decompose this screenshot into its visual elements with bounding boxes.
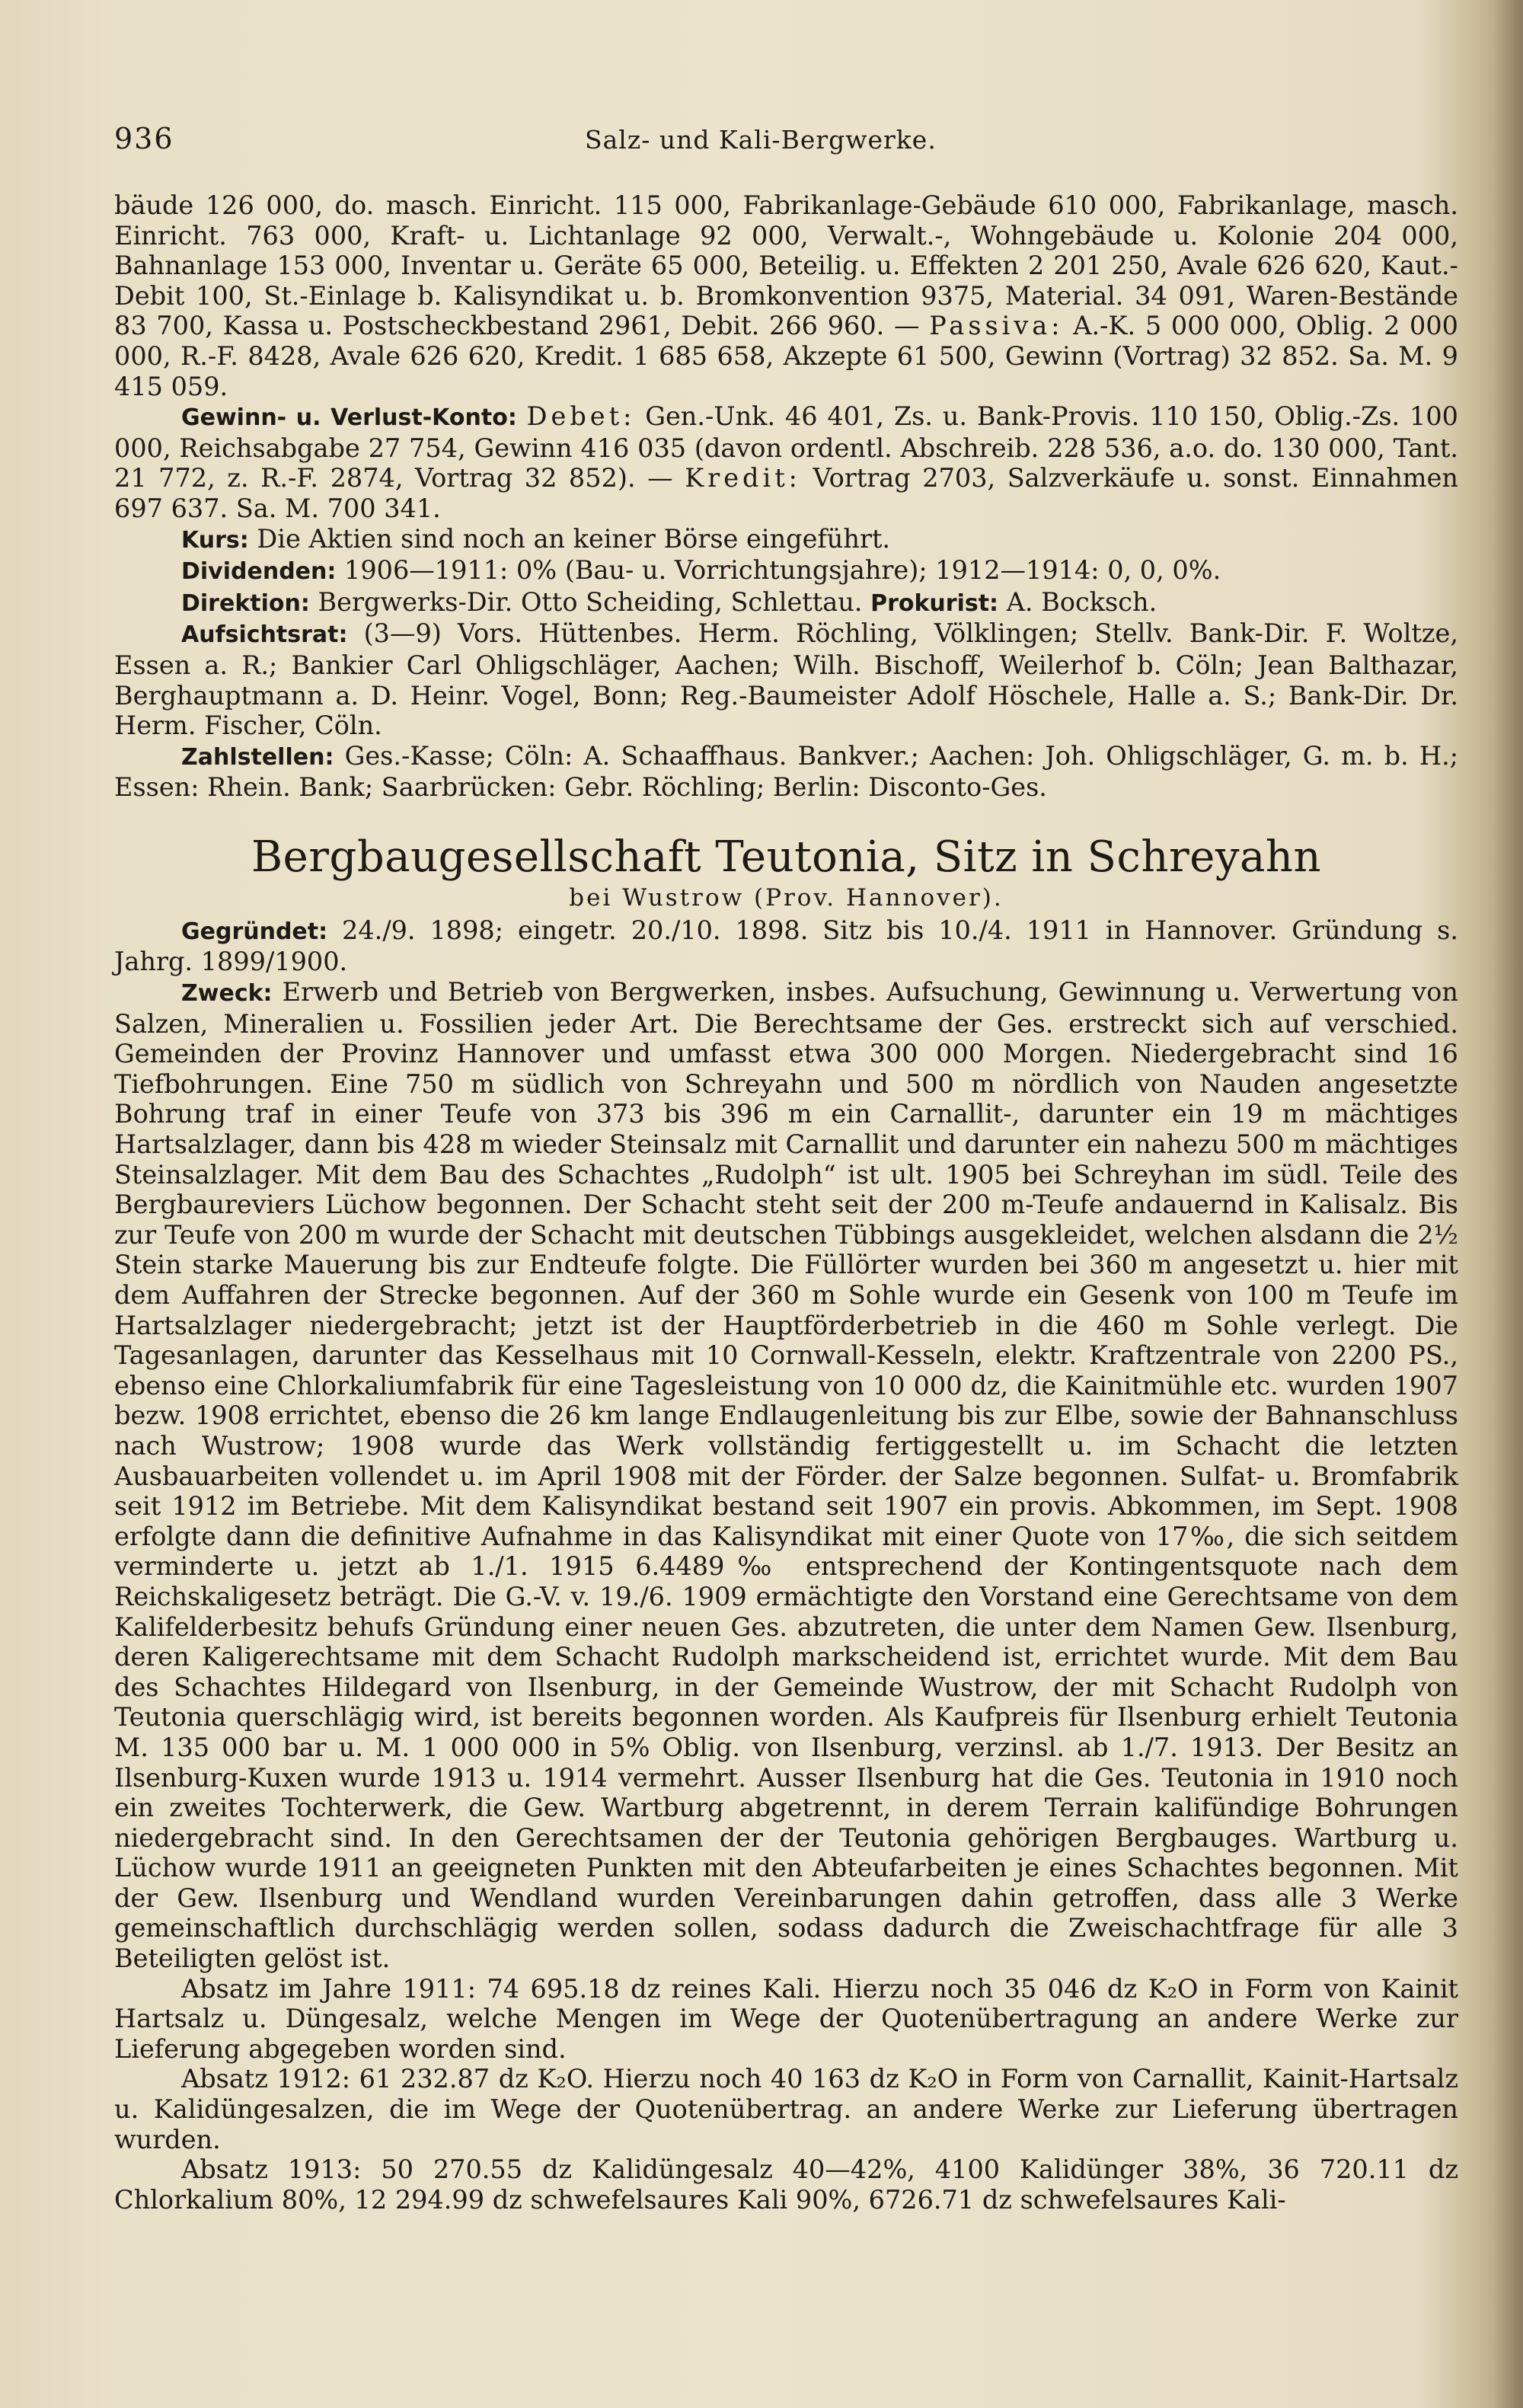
balance-text: bäude 126 000, do. masch. Einricht. 115 000, Fabrikanlage-Gebäude 610 000, Fabrikanlage, masch. Einricht. 763 000, Kraft- u. Lichtanlage 92 000, Verwalt.-, Wohngebäude u. Kolonie 204 000, Bahnanlage 153 000, Inventar u. Geräte 65 000, Beteilig. u. Effekten 2 201 250, Avale 626 620, Kaut.-Debit 100, St.-Einlage b. Kalisyndikat u. b. Bromkonvention 9375, Material. 34 091, Waren-Bestände 83 700, Kassa u. Postscheckbestand 2961, Debit. 266 960. — [114, 190, 1458, 341]
gv-label: Gewinn- u. Verlust-Konto: [181, 404, 517, 432]
debet-text: Gen.-Unk. 46 401, Zs. u. Bank-Provis. 110 150, Oblig.-Zs. 100 000, Reichsabgabe 27 754, Gewinn 416 035 (davon ordentl. Abschreib. 228 536, a.o. do. 130 000, Tant. 21 772, z. R.-F. 2874, Vortrag 32 852). — [114, 401, 1458, 493]
gegruendet-paragraph [114, 915, 1458, 977]
page-number: 936 [114, 122, 174, 155]
gv-paragraph [114, 401, 1458, 523]
zahlstellen-paragraph [114, 741, 1458, 803]
absatz-1912-paragraph: Absatz 1912: 61 232.87 dz K₂O. Hierzu noch 40 163 dz K₂O in Form von Carnallit, Kainit-Hartsalz u. Kalidüngesalzen, die im Wege der Quotenübertrag. an andere Werke zur Lieferung übertragen wurden. [114, 2064, 1458, 2154]
gegruendet-label: Gegründet: [181, 918, 328, 945]
zweck-label: Zweck: [181, 980, 273, 1008]
absatz-1911-paragraph: Absatz im Jahre 1911: 74 695.18 dz reines Kali. Hierzu noch 35 046 dz K₂O in Form von Kainit Hartsalz u. Düngesalz, welche Mengen im Wege der Quotenübertragung an andere Werke zur Lieferung abgegeben worden sind. [114, 1973, 1458, 2064]
dividenden-text: 1906—1911: 0% (Bau- u. Vorrichtungsjahre); 1912—1914: 0, 0, 0%. [344, 555, 1221, 586]
zweck-text: Erwerb und Betrieb von Bergwerken, insbes. Aufsuchung, Gewinnung u. Verwertung von Salzen, Mineralien u. Fossilien jeder Art. Die Berechtsame der Ges. erstreckt sich auf verschied. Gemeinden der Provinz Hannover und umfasst etwa 300 000 Morgen. Niedergebracht sind 16 Tiefbohrungen. Eine 750 m südlich von Schreyahn und 500 m nördlich von Nauden angesetzte Bohrung traf in einer Teufe von 373 bis 396 m ein Carnallit-, darunter ein 19 m mächtiges Hartsalzlager, dann bis 428 m wieder Steinsalz mit Carnallit und darunter ein nahezu 500 m mächtiges Steinsalzlager. Mit dem Bau des Schachtes „Rudolph“ ist ult. 1905 bei Schreyhan im südl. Teile des Bergbaureviers Lüchow begonnen. Der Schacht steht seit der 200 m-Teufe andauernd in Kalisalz. Bis zur Teufe von 200 m wurde der Schacht mit deutschen Tübbings ausgekleidet, welchen alsdann die 2½ Stein starke Mauerung bis zur Endteufe folgte. Die Füllörter wurden bei 360 m angesetzt u. hier mit dem Auffahren der Strecke begonnen. Auf der 360 m Sohle wurde ein Gesenk von 100 m Teufe im Hartsalzlager niedergebracht; jetzt ist der Hauptförderbetrieb in die 460 m Sohle verlegt. Die Tagesanlagen, darunter das Kesselhaus mit 10 Cornwall-Kesseln, elektr. Kraftzentrale von 2200 PS., ebenso eine Chlorkaliumfabrik für eine Tagesleistung von 10 000 dz, die Kainitmühle etc. wurden 1907 bezw. 1908 errichtet, ebenso die 26 km lange Endlaugenleitung bis zur Elbe, sowie der Bahnanschluss nach Wustrow; 1908 wurde das Werk vollständig fertiggestellt u. im Schacht die letzten Ausbauarbeiten vollendet u. im April 1908 mit der Förder. der Salze begonnen. Sulfat- u. Bromfabrik seit 1912 im Betriebe. Mit dem Kalisyndikat bestand seit 1907 ein provis. Abkommen, im Sept. 1908 erfolgte dann die definitive Aufnahme in das Kalisyndikat mit einer Quote von 17‰, die sich seitdem verminderte u. jetzt ab 1./1. 1915 6.4489‰ entsprechend der Kontingentsquote nach dem Reichskaligesetz beträgt. Die G.-V. v. 19./6. 1909 ermächtigte den Vorstand eine Gerechtsame von dem Kalifelderbesitz behufs Gründung einer neuen Ges. abzutreten, die unter dem Namen Gew. Ilsenburg, deren Kaligerechtsame mit dem Schacht Rudolph markscheidend ist, errichtet wurde. Mit dem Bau des Schachtes Hildegard von Ilsenburg, in der Gemeinde Wustrow, der mit Schacht Rudolph von Teutonia querschlägig wird, ist bereits begonnen worden. Als Kaufpreis für Ilsenburg erhielt Teutonia M. 135 000 bar u. M. 1 000 000 in 5% Oblig. von Ilsenburg, verzinsl. ab 1./7. 1913. Der Besitz an Ilsenburg-Kuxen wurde 1913 u. 1914 vermehrt. Ausser Ilsenburg hat die Ges. Teutonia in 1910 noch ein zweites Tochterwerk, die Gew. Wartburg abgetrennt, in derem Terrain kalifündige Bohrungen niedergebracht sind. In den Gerechtsamen der der Teutonia gehörigen Bergbauges. Wartburg u. Lüchow wurde 1911 an geeigneten Punkten mit den Abteufarbeiten je eines Schachtes begonnen. Mit der Gew. Ilsenburg und Wendland wurden Vereinbarungen dahin getroffen, dass alle 3 Werke gemeinschaftlich durchschlägig werden sollen, sodass dadurch die Zweischachtfrage für alle 3 Beteiligten gelöst ist. [114, 977, 1458, 1974]
dividenden-paragraph [114, 555, 1458, 587]
absatz-1913-paragraph: Absatz 1913: 50 270.55 dz Kalidüngesalz 40—42%, 4100 Kalidünger 38%, 36 720.11 dz Chlorkalium 80%, 12 294.99 dz schwefelsaures Kali 90%, 6726.71 dz schwefelsaures Kali- [114, 2154, 1458, 2215]
kurs-paragraph [114, 524, 1458, 556]
kurs-text: Die Aktien sind noch an keiner Börse eingeführt. [257, 523, 891, 554]
aufsichtsrat-paragraph [114, 618, 1458, 740]
kredit-text: Vortrag 2703, Salzverkäufe u. sonst. Einnahmen 697 637. Sa. M. 700 341. [114, 463, 1458, 523]
direktion-label: Direktion: [181, 589, 310, 617]
passiva-text: A.-K. 5 000 000, Oblig. 2 000 000, R.-F. 8428, Avale 626 620, Kredit. 1 685 658, Akzepte 61 500, Gewinn (Vortrag) 32 852. Sa. M. 9 415 059. [114, 311, 1458, 401]
running-head: Salz- und Kali-Bergwerke. [585, 125, 937, 155]
company-title: Bergbaugesellschaft Teutonia, Sitz in Schreyahn [251, 832, 1322, 882]
balance-paragraph [114, 190, 1458, 401]
direktion-text: Bergwerks-Dir. Otto Scheiding, Schlettau. [318, 586, 863, 617]
aufsichtsrat-label: Aufsichtsrat: [181, 621, 348, 649]
debet-label: Debet: [526, 401, 636, 432]
company-subtitle: bei Wustrow (Prov. Hannover). [569, 883, 1004, 912]
direktion-paragraph [114, 587, 1458, 619]
page-header [114, 122, 1470, 168]
passiva-label: Passiva: [929, 311, 1064, 341]
dividenden-label: Dividenden: [181, 558, 337, 586]
page-body [114, 190, 1458, 2215]
kurs-label: Kurs: [181, 526, 249, 554]
prokurist-text: A. Bocksch. [1006, 586, 1157, 617]
kredit-label: Kredit: [685, 463, 801, 493]
aufsichtsrat-text: (3—9) Vors. Hüttenbes. Herm. Röchling, Völklingen; Stellv. Bank-Dir. F. Woltze, Essen a. R.; Bankier Carl Ohligschläger, Aachen; Wilh. Bischoff, Weilerhof b. Cöln; Jean Balthazar, Berghauptmann a. D. Heinr. Vogel, Bonn; Reg.-Baumeister Adolf Höschele, Halle a. S.; Bank-Dir. Dr. Herm. Fischer, Cöln. [114, 618, 1458, 741]
prokurist-label: Prokurist: [870, 589, 999, 617]
gegruendet-text: 24./9. 1898; eingetr. 20./10. 1898. Sitz bis 10./4. 1911 in Hannover. Gründung s. Jahrg. 1899/1900. [114, 915, 1458, 977]
zweck-paragraph [114, 977, 1458, 1974]
zahlstellen-text: Ges.-Kasse; Cöln: A. Schaaffhaus. Bankver.; Aachen: Joh. Ohligschläger, G. m. b. H.; Essen: Rhein. Bank; Saarbrücken: Gebr. Röchling; Berlin: Disconto-Ges. [114, 740, 1459, 803]
zahlstellen-label: Zahlstellen: [181, 743, 334, 771]
page-edge-shadow [1493, 0, 1523, 2408]
